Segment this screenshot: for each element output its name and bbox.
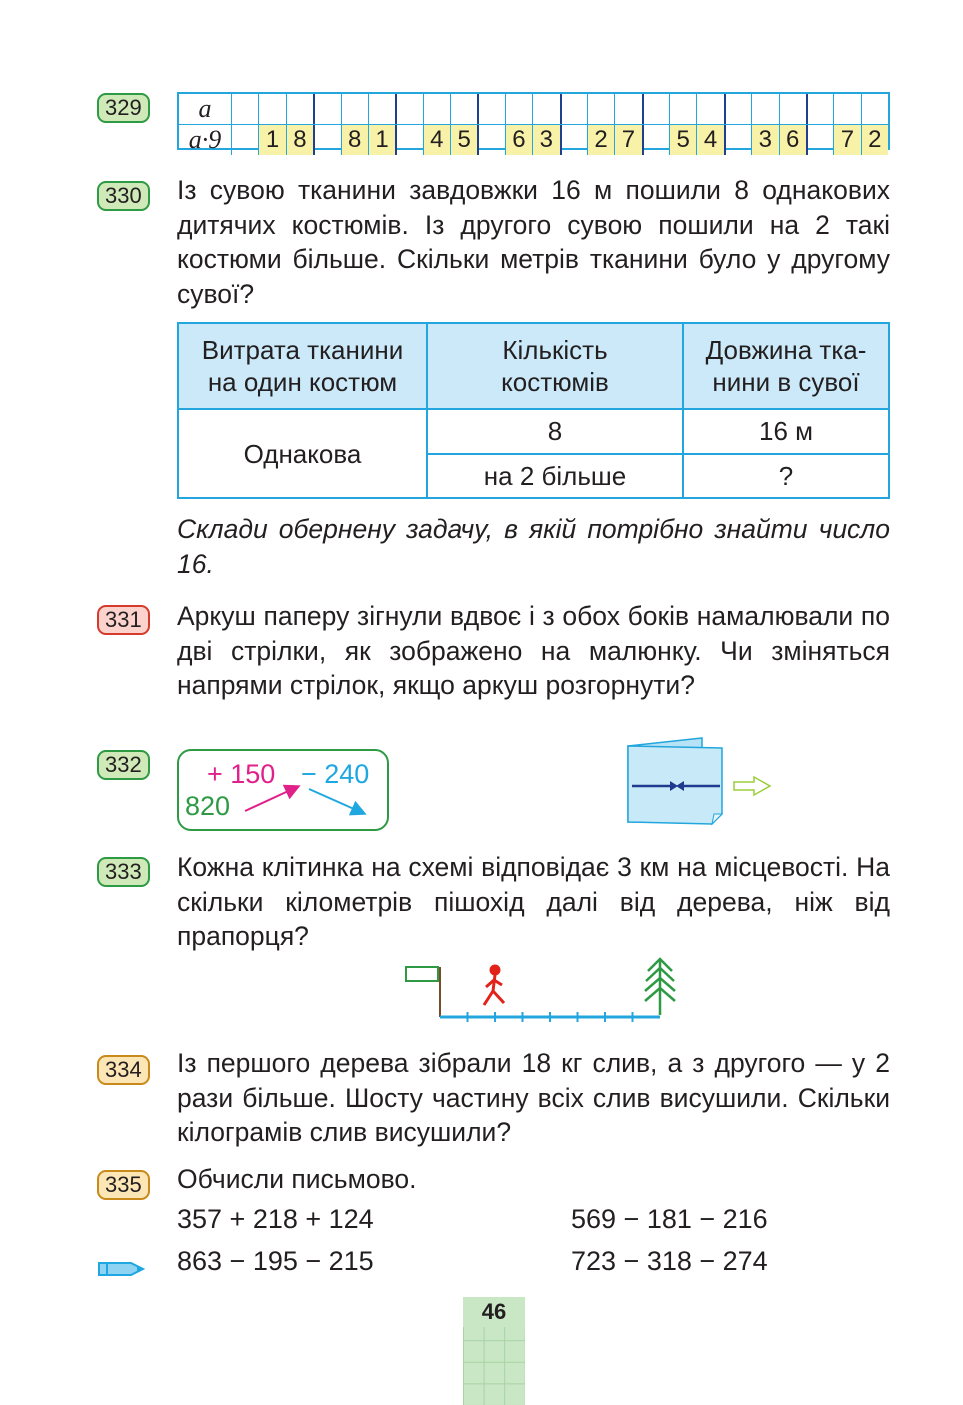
grid-cell: 6 — [505, 125, 532, 155]
multiplication-grid — [177, 92, 890, 154]
grid-cell: 7 — [614, 125, 641, 155]
expression: 569 − 181 − 216 — [571, 1204, 768, 1234]
grid-cell: 1 — [258, 125, 285, 155]
task-330-text: Із сувою тканини завдовжки 16 м пошили 8 однакових дитячих костюмів. Із другого сувою пошили на 2 такі костюми більше. Скільки метрів тканини було у другому сувої? — [177, 175, 890, 309]
pedestrian-icon — [484, 966, 504, 1005]
expression: 357 + 218 + 124 — [177, 1204, 374, 1234]
grid-row-label: a·9 — [188, 125, 222, 154]
plus-operation: + 150 — [207, 759, 276, 789]
grid-cell: 3 — [751, 125, 778, 155]
page-number: 46 — [463, 1297, 525, 1327]
table-cell: 8 — [427, 409, 683, 454]
grid-row-label: a — [198, 94, 212, 123]
chain-box — [177, 749, 389, 831]
tree-icon — [645, 959, 675, 1015]
table-cell: ? — [683, 454, 889, 499]
grid-cell: 8 — [286, 125, 313, 155]
minus-operation: − 240 — [301, 759, 370, 789]
grid-cell: 8 — [341, 125, 368, 155]
grid-cell: 2 — [861, 125, 888, 155]
pencil-icon — [97, 1257, 145, 1281]
expression: 863 − 195 − 215 — [177, 1246, 374, 1276]
task-335-text: Обчисли письмово. — [177, 1164, 417, 1194]
task-330-table — [177, 322, 890, 499]
distance-scheme — [400, 955, 690, 1025]
grid-cell: 3 — [532, 125, 559, 155]
grid-cell: 6 — [779, 125, 806, 155]
start-number: 820 — [185, 791, 231, 821]
grid-cell: 4 — [696, 125, 723, 155]
task-330-note: Склади обернену задачу, в якій потрібно знайти число 16. — [177, 514, 890, 579]
folded-paper-illustration — [622, 734, 782, 829]
grid-cell: 4 — [423, 125, 450, 155]
page-number-block — [463, 1297, 525, 1405]
grid-cell: 2 — [587, 125, 614, 155]
task-number-330: 330 — [97, 181, 150, 211]
grid-cell: 1 — [368, 125, 395, 155]
task-number-329: 329 — [97, 93, 150, 123]
expression: 723 − 318 − 274 — [571, 1246, 768, 1276]
task-334-text: Із першого дерева зібрали 18 кг слив, а з другого — у 2 рази більше. Шосту частину всіх слив висушили. Скільки кілограмів слив висушили? — [177, 1048, 890, 1147]
task-331-text: Аркуш паперу зігнули вдвоє і з обох боків намалювали по дві стрілки, як зображено на малюнку. Чи зміняться напрями стрілок, якщо аркуш розгорнути? — [177, 601, 890, 700]
grid-row-a — [179, 94, 888, 124]
task-number-334: 334 — [97, 1055, 150, 1085]
grid-cell: 5 — [450, 125, 477, 155]
task-number-335: 335 — [97, 1170, 150, 1200]
grid-cell: 5 — [669, 125, 696, 155]
table-header: Кількість костюмів — [427, 323, 683, 409]
table-cell: Однакова — [178, 409, 427, 498]
grid-row-a9 — [179, 124, 888, 155]
table-cell: на 2 більше — [427, 454, 683, 499]
task-number-333: 333 — [97, 857, 150, 887]
table-header: Довжина тка- нини в сувої — [683, 323, 889, 409]
task-number-332: 332 — [97, 750, 150, 780]
task-333-text: Кожна клітинка на схемі відповідає 3 км на місцевості. На скільки кілометрів пішохід далі від дерева, ніж від прапорця? — [177, 852, 890, 951]
table-header: Витрата тканини на один костюм — [178, 323, 427, 409]
grid-cell: 7 — [833, 125, 860, 155]
flag-icon — [406, 967, 438, 981]
chain-arrows — [179, 751, 387, 829]
task-number-331: 331 — [97, 605, 150, 635]
table-cell: 16 м — [683, 409, 889, 454]
